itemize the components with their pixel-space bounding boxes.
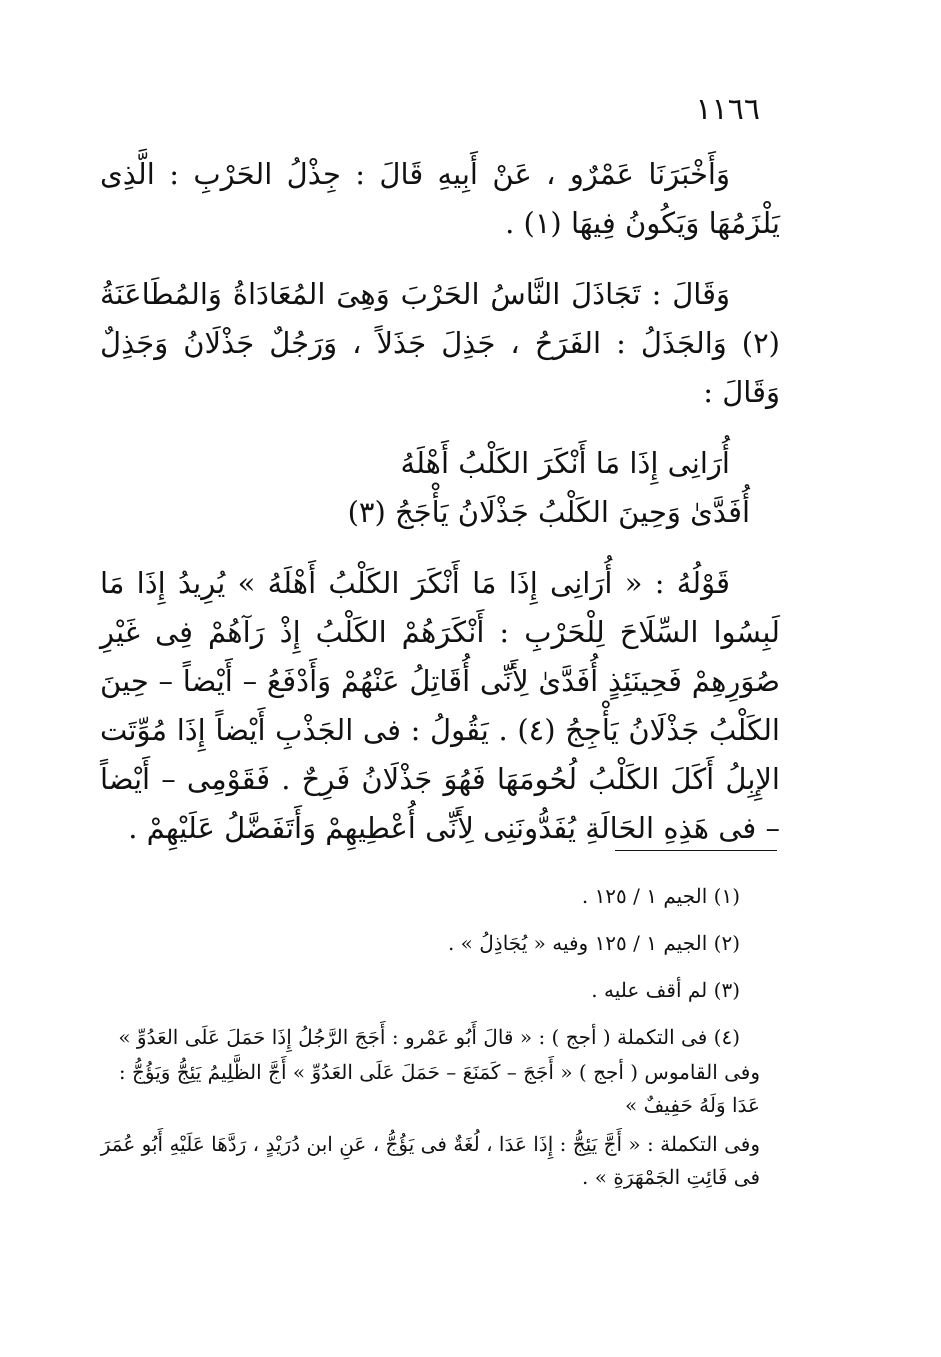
verse-line-2: أُفَدَّىٰ وَحِينَ الكَلْبُ جَذْلَانُ يَأْجَجُ (٣) (347, 495, 750, 529)
main-text (100, 150, 780, 875)
footnote-1: (١) الجيم ١ / ١٢٥ . (581, 884, 740, 908)
footnote-4: (٤) فى التكملة ( أجج ) : « قالَ أَبُو عَمْرو : أَجَجَ الرَّجُلُ إِذَا حَمَلَ عَلَى العَدُوِّ » (118, 1025, 740, 1049)
verse-line-1: أُرَانِى إِذَا مَا أَنْكَرَ الكَلْبُ أَهْلَهُ (400, 446, 730, 480)
paragraph-1: وَأَخْبَرَنَا عَمْرٌو ، عَنْ أَبِيهِ قَالَ : جِذْلُ الحَرْبِ : الَّذِى يَلْزَمُهَا وَيَكُونُ فِيهَا (١) . (100, 157, 780, 240)
paragraph-2: وَقَالَ : تَجَاذَلَ النَّاسُ الحَرْبَ وَهِىَ المُعَادَاةُ وَالمُطَاعَنَةُ (٢) وَالجَذَلُ : الفَرَحُ ، جَذِلَ جَذَلاً ، وَرَجُلٌ جَذْلَانُ وَجَذِلٌ وَقَالَ : (100, 277, 780, 409)
page-number: ١١٦٦ (695, 92, 760, 127)
footnote-3: (٣) لم أقف عليه . (591, 978, 740, 1002)
footnote-2: (٢) الجيم ١ / ١٢٥ وفيه « يُجَاذِلُ » . (447, 931, 740, 955)
paragraph-3: قَوْلُهُ : « أُرَانِى إِذَا مَا أَنْكَرَ الكَلْبُ أَهْلَهُ » يُرِيدُ إِذَا مَا لَبِسُوا السِّلَاحَ لِلْحَرْبِ : أَنْكَرَهُمْ الكَلْبُ إِذْ رَآهُمْ فِى غَيْرِ صُوَرِهِمْ فَحِينَئِذٍ أُفَدَّىٰ لِأَنِّى أُقَاتِلُ عَنْهُمْ وَأَدْفَعُ – أَيْضاً – حِينَ الكَلْبُ جَذْلَانُ يَأْجِجُ (٤) . يَقُولُ : فى الجَذْبِ أَيْضاً إِذَا مُوِّتَت الإِبِلُ أَكَلَ الكَلْبُ لُحُومَهَا فَهُوَ جَذْلَانُ فَرِحٌ . فَقَوْمِى – أَيْضاً – فى هَذِهِ الحَالَةِ يُفَدُّونَنِى لِأَنِّى أُعْطِيهِمْ وَأَتَفَضَّلُ عَلَيْهِمْ . (100, 566, 780, 845)
footnote-4-continuation-2: وفى التكملة : « أَجَّ يَئِجُّ : إِذَا عَدَا ، لُغَةٌ فى يَؤُجُّ ، عَنِ ابن دُرَيْدٍ ، رَدَّهَا عَلَيْهِ أَبُو عُمَرَ فى فَائِتِ الجَمْهَرَةِ » . (100, 1132, 760, 1189)
footnote-4-continuation-1: وفى القاموس ( أجج ) « أَجَجَ – كَمَنَعَ – حَمَلَ عَلَى العَدُوِّ » أَجَّ الظَّلِيمُ يَئِجُّ وَيَؤُجُّ : عَدَا وَلَهُ حَفِيفٌ » (118, 1060, 760, 1117)
footnotes (100, 880, 780, 1200)
poetry-verse (100, 439, 780, 537)
footnote-separator (615, 850, 777, 851)
